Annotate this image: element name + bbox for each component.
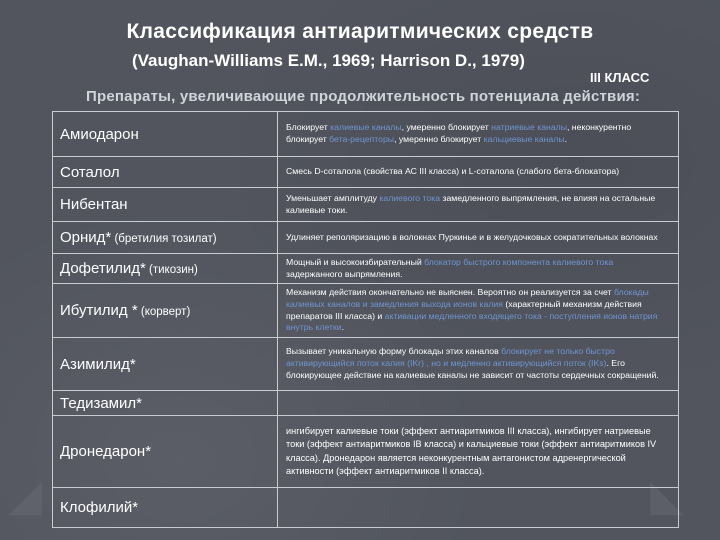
table-row (53, 188, 679, 222)
drug-name-cell (53, 391, 278, 416)
description-text: , умеренно блокирует (401, 122, 492, 133)
description-text: ингибирует калиевые токи (эффект антиаритмиков III класса), ингибирует натриевые токи (эффект антиаритмиков IB класса) и кальциевые токи (эффект антиаритмиков IV класса). Дронедарон является неконкурентным антагонистом адренергической активности (эффект антиаритмиков II класса). (286, 426, 657, 476)
drug-name-cell (53, 338, 278, 391)
drug-name: Тедизамил* (60, 394, 142, 412)
description-text: Уменьшает амплитуду (286, 192, 380, 203)
drug-name: Дофетилид* (60, 260, 146, 277)
drug-description (278, 222, 679, 254)
drug-description (278, 416, 679, 488)
drug-description (278, 338, 679, 391)
description-text: , неконкурентно блокирует (286, 122, 632, 144)
highlighted-text: активации медленного входящего тока - поступления ионов натрия внутрь клетки (286, 310, 658, 333)
description-text: Смесь D-соталола (свойства АС III класса) и L-соталола (слабого бета-блокатора) (286, 166, 620, 177)
drug-name: Азимилид* (60, 355, 136, 373)
highlighted-text: блокирует не только быстро активирующийся поток калия (IKr) , но и медленно активирующийся поток (IKs) (286, 346, 615, 369)
drug-name-cell (53, 488, 278, 528)
drug-description (278, 188, 679, 222)
class-label: III КЛАСС (590, 70, 650, 85)
drug-description (278, 254, 679, 284)
drug-name-cell (53, 188, 278, 222)
table-row (53, 416, 679, 488)
description-text: (характерный механизм действия препаратов III класса) и (286, 298, 642, 321)
table-row (53, 222, 679, 254)
drug-table (52, 111, 679, 528)
page-subtitle: (Vaughan-Williams E.M., 1969; Harrison D., 1979) (132, 51, 525, 70)
description-text: . (564, 134, 567, 144)
highlighted-text: калиевого тока (379, 192, 441, 203)
description-text: Удлиняет реполяризацию в волокнах Пуркинье и в желудочковых сократительных волокнах (286, 231, 658, 242)
description-text: задержанного выпрямления. (286, 268, 403, 279)
drug-description (278, 284, 679, 338)
highlighted-text: кальциевые каналы (483, 134, 565, 144)
table-row (53, 254, 679, 284)
highlighted-text: блокады калиевых каналов и замедления выхода ионов калия (286, 286, 649, 309)
table-row (53, 284, 679, 338)
drug-name: Ибутилид * (60, 302, 138, 319)
page-title: Классификация антиаритмических средств (126, 20, 594, 43)
description-text: . (341, 322, 345, 333)
description-text: Блокирует (286, 122, 331, 133)
drug-name: Орнид* (60, 229, 112, 246)
drug-description (278, 488, 679, 528)
table-row (53, 112, 679, 157)
highlighted-text: натриевые каналы (491, 122, 567, 133)
description-text: замедленного выпрямления, не влияя на остальные калиевые токи. (286, 192, 656, 215)
table-row (53, 157, 679, 188)
decorative-triangle-shape: ◢ (8, 471, 42, 520)
drug-alias: (тикозин) (145, 264, 198, 276)
description-text: Механизм действия окончательно не выяснен. Вероятно он реализуется за счет (286, 286, 614, 297)
highlighted-text: калиевые каналы (330, 122, 402, 133)
drug-name: Амиодарон (60, 125, 139, 143)
table-row (53, 391, 679, 416)
drug-description (278, 391, 679, 416)
drug-description (278, 157, 679, 188)
drug-name-cell (53, 157, 278, 188)
table-row (53, 338, 679, 391)
description-text: . Его блокирующее действие на калиевые каналы не зависит от частоты сердечных сокращений. (286, 358, 659, 380)
drug-alias: (корверт) (137, 306, 191, 318)
drug-alias: (бретилия тозилат) (111, 233, 217, 245)
description-text: , умеренно блокирует (394, 134, 484, 144)
description-text: Вызывает уникальную форму блокады этих каналов (286, 346, 502, 357)
drug-name: Дронедарон* (60, 443, 152, 460)
table-row (53, 488, 679, 528)
drug-name-cell (53, 416, 278, 488)
section-heading: Препараты, увеличивающие продолжительность потенциала действия: (86, 88, 641, 105)
highlighted-text: бета-рецепторы (329, 134, 395, 144)
highlighted-text: блокатор быстрого компонента калиевого тока (424, 256, 614, 267)
drug-name-cell (53, 254, 278, 284)
drug-name-cell (53, 284, 278, 338)
description-text: Мощный и высокоизбирательный (286, 256, 425, 267)
drug-name: Соталол (60, 163, 120, 181)
drug-name: Клофилий* (60, 499, 139, 516)
drug-name-cell (53, 222, 278, 254)
drug-name-cell (53, 112, 278, 157)
drug-name: Нибентан (60, 196, 128, 213)
drug-description (278, 112, 679, 157)
decorative-triangle-shape-right: ◣ (650, 471, 684, 520)
